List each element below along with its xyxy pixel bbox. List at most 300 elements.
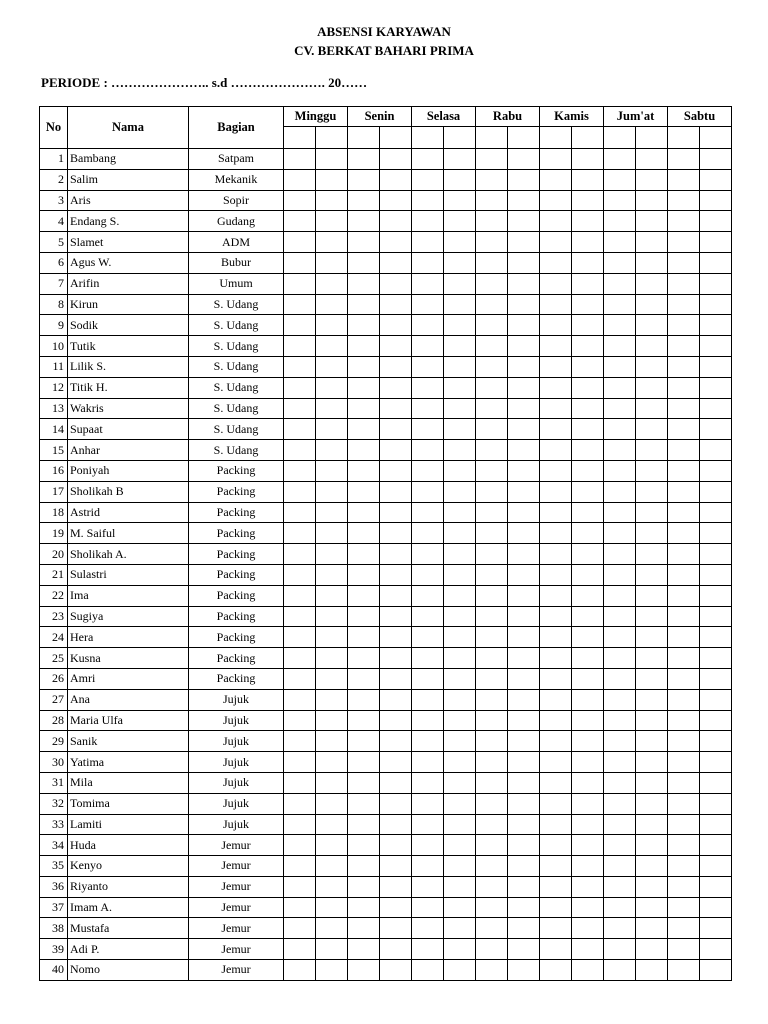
attendance-cell[interactable] — [284, 689, 316, 710]
attendance-cell[interactable] — [604, 481, 636, 502]
attendance-cell[interactable] — [508, 398, 540, 419]
attendance-cell[interactable] — [444, 460, 476, 481]
attendance-cell[interactable] — [348, 190, 380, 211]
attendance-cell[interactable] — [284, 336, 316, 357]
attendance-cell[interactable] — [700, 502, 732, 523]
attendance-cell[interactable] — [572, 502, 604, 523]
attendance-cell[interactable] — [508, 564, 540, 585]
attendance-cell[interactable] — [380, 544, 412, 565]
attendance-cell[interactable] — [668, 544, 700, 565]
attendance-cell[interactable] — [668, 419, 700, 440]
attendance-cell[interactable] — [508, 190, 540, 211]
attendance-cell[interactable] — [572, 398, 604, 419]
attendance-cell[interactable] — [700, 211, 732, 232]
day-subcell[interactable] — [412, 127, 444, 149]
attendance-cell[interactable] — [412, 876, 444, 897]
attendance-cell[interactable] — [412, 689, 444, 710]
attendance-cell[interactable] — [348, 772, 380, 793]
attendance-cell[interactable] — [348, 211, 380, 232]
attendance-cell[interactable] — [508, 585, 540, 606]
attendance-cell[interactable] — [348, 606, 380, 627]
attendance-cell[interactable] — [572, 460, 604, 481]
attendance-cell[interactable] — [668, 648, 700, 669]
attendance-cell[interactable] — [604, 377, 636, 398]
attendance-cell[interactable] — [604, 585, 636, 606]
attendance-cell[interactable] — [540, 502, 572, 523]
attendance-cell[interactable] — [316, 190, 348, 211]
attendance-cell[interactable] — [476, 856, 508, 877]
attendance-cell[interactable] — [348, 793, 380, 814]
attendance-cell[interactable] — [444, 918, 476, 939]
attendance-cell[interactable] — [316, 294, 348, 315]
attendance-cell[interactable] — [284, 398, 316, 419]
attendance-cell[interactable] — [540, 523, 572, 544]
attendance-cell[interactable] — [668, 232, 700, 253]
attendance-cell[interactable] — [540, 398, 572, 419]
attendance-cell[interactable] — [572, 169, 604, 190]
attendance-cell[interactable] — [636, 190, 668, 211]
day-subcell[interactable] — [476, 127, 508, 149]
attendance-cell[interactable] — [572, 897, 604, 918]
attendance-cell[interactable] — [412, 752, 444, 773]
attendance-cell[interactable] — [412, 918, 444, 939]
attendance-cell[interactable] — [668, 939, 700, 960]
attendance-cell[interactable] — [284, 648, 316, 669]
attendance-cell[interactable] — [700, 814, 732, 835]
attendance-cell[interactable] — [444, 315, 476, 336]
attendance-cell[interactable] — [700, 648, 732, 669]
attendance-cell[interactable] — [668, 440, 700, 461]
attendance-cell[interactable] — [508, 481, 540, 502]
attendance-cell[interactable] — [380, 876, 412, 897]
attendance-cell[interactable] — [668, 523, 700, 544]
attendance-cell[interactable] — [604, 315, 636, 336]
attendance-cell[interactable] — [380, 960, 412, 981]
attendance-cell[interactable] — [572, 544, 604, 565]
attendance-cell[interactable] — [380, 772, 412, 793]
attendance-cell[interactable] — [540, 315, 572, 336]
attendance-cell[interactable] — [380, 710, 412, 731]
attendance-cell[interactable] — [476, 814, 508, 835]
attendance-cell[interactable] — [380, 585, 412, 606]
attendance-cell[interactable] — [668, 606, 700, 627]
attendance-cell[interactable] — [508, 232, 540, 253]
attendance-cell[interactable] — [540, 460, 572, 481]
attendance-cell[interactable] — [604, 772, 636, 793]
attendance-cell[interactable] — [668, 752, 700, 773]
attendance-cell[interactable] — [412, 315, 444, 336]
attendance-cell[interactable] — [476, 939, 508, 960]
attendance-cell[interactable] — [412, 398, 444, 419]
attendance-cell[interactable] — [508, 793, 540, 814]
attendance-cell[interactable] — [668, 273, 700, 294]
attendance-cell[interactable] — [316, 356, 348, 377]
attendance-cell[interactable] — [284, 294, 316, 315]
attendance-cell[interactable] — [348, 232, 380, 253]
attendance-cell[interactable] — [572, 315, 604, 336]
attendance-cell[interactable] — [316, 336, 348, 357]
attendance-cell[interactable] — [380, 897, 412, 918]
attendance-cell[interactable] — [348, 835, 380, 856]
attendance-cell[interactable] — [412, 897, 444, 918]
attendance-cell[interactable] — [444, 523, 476, 544]
attendance-cell[interactable] — [348, 960, 380, 981]
attendance-cell[interactable] — [508, 814, 540, 835]
attendance-cell[interactable] — [572, 627, 604, 648]
attendance-cell[interactable] — [444, 814, 476, 835]
attendance-cell[interactable] — [284, 939, 316, 960]
attendance-cell[interactable] — [380, 336, 412, 357]
attendance-cell[interactable] — [540, 731, 572, 752]
attendance-cell[interactable] — [604, 856, 636, 877]
attendance-cell[interactable] — [444, 211, 476, 232]
attendance-cell[interactable] — [316, 772, 348, 793]
attendance-cell[interactable] — [316, 564, 348, 585]
attendance-cell[interactable] — [284, 149, 316, 170]
attendance-cell[interactable] — [604, 648, 636, 669]
attendance-cell[interactable] — [284, 356, 316, 377]
attendance-cell[interactable] — [700, 835, 732, 856]
attendance-cell[interactable] — [348, 502, 380, 523]
attendance-cell[interactable] — [604, 523, 636, 544]
attendance-cell[interactable] — [348, 544, 380, 565]
day-subcell[interactable] — [284, 127, 316, 149]
attendance-cell[interactable] — [476, 149, 508, 170]
attendance-cell[interactable] — [444, 149, 476, 170]
attendance-cell[interactable] — [316, 232, 348, 253]
attendance-cell[interactable] — [316, 419, 348, 440]
attendance-cell[interactable] — [572, 668, 604, 689]
attendance-cell[interactable] — [700, 960, 732, 981]
attendance-cell[interactable] — [476, 668, 508, 689]
attendance-cell[interactable] — [604, 460, 636, 481]
attendance-cell[interactable] — [540, 544, 572, 565]
attendance-cell[interactable] — [412, 502, 444, 523]
attendance-cell[interactable] — [604, 502, 636, 523]
attendance-cell[interactable] — [444, 856, 476, 877]
attendance-cell[interactable] — [636, 897, 668, 918]
attendance-cell[interactable] — [604, 232, 636, 253]
attendance-cell[interactable] — [604, 273, 636, 294]
attendance-cell[interactable] — [540, 772, 572, 793]
attendance-cell[interactable] — [380, 814, 412, 835]
attendance-cell[interactable] — [636, 564, 668, 585]
attendance-cell[interactable] — [572, 523, 604, 544]
attendance-cell[interactable] — [444, 398, 476, 419]
attendance-cell[interactable] — [668, 897, 700, 918]
attendance-cell[interactable] — [284, 252, 316, 273]
attendance-cell[interactable] — [572, 814, 604, 835]
attendance-cell[interactable] — [668, 315, 700, 336]
attendance-cell[interactable] — [444, 273, 476, 294]
attendance-cell[interactable] — [508, 752, 540, 773]
attendance-cell[interactable] — [700, 149, 732, 170]
attendance-cell[interactable] — [668, 564, 700, 585]
attendance-cell[interactable] — [636, 336, 668, 357]
attendance-cell[interactable] — [348, 149, 380, 170]
attendance-cell[interactable] — [604, 564, 636, 585]
attendance-cell[interactable] — [540, 211, 572, 232]
attendance-cell[interactable] — [604, 960, 636, 981]
attendance-cell[interactable] — [700, 440, 732, 461]
attendance-cell[interactable] — [540, 273, 572, 294]
attendance-cell[interactable] — [380, 481, 412, 502]
attendance-cell[interactable] — [604, 793, 636, 814]
attendance-cell[interactable] — [700, 606, 732, 627]
attendance-cell[interactable] — [540, 689, 572, 710]
attendance-cell[interactable] — [636, 232, 668, 253]
attendance-cell[interactable] — [636, 544, 668, 565]
attendance-cell[interactable] — [380, 689, 412, 710]
attendance-cell[interactable] — [540, 668, 572, 689]
attendance-cell[interactable] — [348, 752, 380, 773]
attendance-cell[interactable] — [700, 772, 732, 793]
attendance-cell[interactable] — [572, 918, 604, 939]
attendance-cell[interactable] — [700, 419, 732, 440]
attendance-cell[interactable] — [636, 960, 668, 981]
attendance-cell[interactable] — [444, 606, 476, 627]
attendance-cell[interactable] — [668, 252, 700, 273]
attendance-cell[interactable] — [444, 689, 476, 710]
attendance-cell[interactable] — [508, 939, 540, 960]
attendance-cell[interactable] — [604, 876, 636, 897]
attendance-cell[interactable] — [444, 377, 476, 398]
attendance-cell[interactable] — [540, 710, 572, 731]
attendance-cell[interactable] — [348, 315, 380, 336]
attendance-cell[interactable] — [348, 273, 380, 294]
attendance-cell[interactable] — [316, 544, 348, 565]
attendance-cell[interactable] — [668, 876, 700, 897]
attendance-cell[interactable] — [700, 190, 732, 211]
attendance-cell[interactable] — [476, 876, 508, 897]
attendance-cell[interactable] — [284, 814, 316, 835]
attendance-cell[interactable] — [700, 377, 732, 398]
attendance-cell[interactable] — [284, 419, 316, 440]
attendance-cell[interactable] — [444, 419, 476, 440]
attendance-cell[interactable] — [572, 835, 604, 856]
attendance-cell[interactable] — [444, 564, 476, 585]
attendance-cell[interactable] — [636, 627, 668, 648]
attendance-cell[interactable] — [636, 710, 668, 731]
attendance-cell[interactable] — [572, 731, 604, 752]
attendance-cell[interactable] — [700, 668, 732, 689]
attendance-cell[interactable] — [380, 356, 412, 377]
attendance-cell[interactable] — [412, 523, 444, 544]
attendance-cell[interactable] — [700, 876, 732, 897]
attendance-cell[interactable] — [476, 356, 508, 377]
attendance-cell[interactable] — [316, 252, 348, 273]
attendance-cell[interactable] — [284, 544, 316, 565]
attendance-cell[interactable] — [444, 585, 476, 606]
attendance-cell[interactable] — [508, 149, 540, 170]
attendance-cell[interactable] — [444, 731, 476, 752]
attendance-cell[interactable] — [700, 793, 732, 814]
attendance-cell[interactable] — [380, 648, 412, 669]
attendance-cell[interactable] — [572, 190, 604, 211]
attendance-cell[interactable] — [316, 897, 348, 918]
attendance-cell[interactable] — [348, 814, 380, 835]
attendance-cell[interactable] — [476, 481, 508, 502]
attendance-cell[interactable] — [540, 897, 572, 918]
attendance-cell[interactable] — [668, 918, 700, 939]
attendance-cell[interactable] — [508, 502, 540, 523]
attendance-cell[interactable] — [636, 918, 668, 939]
attendance-cell[interactable] — [316, 377, 348, 398]
attendance-cell[interactable] — [476, 772, 508, 793]
attendance-cell[interactable] — [508, 856, 540, 877]
attendance-cell[interactable] — [316, 523, 348, 544]
attendance-cell[interactable] — [572, 377, 604, 398]
attendance-cell[interactable] — [444, 752, 476, 773]
attendance-cell[interactable] — [316, 752, 348, 773]
attendance-cell[interactable] — [476, 627, 508, 648]
attendance-cell[interactable] — [636, 419, 668, 440]
attendance-cell[interactable] — [540, 939, 572, 960]
attendance-cell[interactable] — [572, 356, 604, 377]
attendance-cell[interactable] — [700, 544, 732, 565]
attendance-cell[interactable] — [572, 856, 604, 877]
attendance-cell[interactable] — [604, 835, 636, 856]
attendance-cell[interactable] — [412, 377, 444, 398]
attendance-cell[interactable] — [572, 772, 604, 793]
attendance-cell[interactable] — [508, 731, 540, 752]
attendance-cell[interactable] — [668, 689, 700, 710]
attendance-cell[interactable] — [668, 377, 700, 398]
attendance-cell[interactable] — [508, 294, 540, 315]
attendance-cell[interactable] — [540, 336, 572, 357]
attendance-cell[interactable] — [412, 960, 444, 981]
attendance-cell[interactable] — [284, 460, 316, 481]
attendance-cell[interactable] — [540, 419, 572, 440]
attendance-cell[interactable] — [540, 440, 572, 461]
attendance-cell[interactable] — [508, 835, 540, 856]
attendance-cell[interactable] — [316, 398, 348, 419]
attendance-cell[interactable] — [316, 585, 348, 606]
attendance-cell[interactable] — [700, 939, 732, 960]
attendance-cell[interactable] — [348, 731, 380, 752]
attendance-cell[interactable] — [636, 856, 668, 877]
attendance-cell[interactable] — [540, 752, 572, 773]
attendance-cell[interactable] — [636, 689, 668, 710]
attendance-cell[interactable] — [316, 710, 348, 731]
attendance-cell[interactable] — [668, 835, 700, 856]
attendance-cell[interactable] — [316, 689, 348, 710]
attendance-cell[interactable] — [284, 440, 316, 461]
attendance-cell[interactable] — [636, 211, 668, 232]
attendance-cell[interactable] — [508, 627, 540, 648]
attendance-cell[interactable] — [476, 169, 508, 190]
attendance-cell[interactable] — [316, 856, 348, 877]
attendance-cell[interactable] — [348, 523, 380, 544]
attendance-cell[interactable] — [284, 211, 316, 232]
attendance-cell[interactable] — [476, 606, 508, 627]
attendance-cell[interactable] — [700, 356, 732, 377]
attendance-cell[interactable] — [444, 939, 476, 960]
attendance-cell[interactable] — [668, 856, 700, 877]
attendance-cell[interactable] — [604, 419, 636, 440]
attendance-cell[interactable] — [348, 169, 380, 190]
attendance-cell[interactable] — [508, 336, 540, 357]
attendance-cell[interactable] — [380, 460, 412, 481]
attendance-cell[interactable] — [380, 793, 412, 814]
attendance-cell[interactable] — [380, 668, 412, 689]
attendance-cell[interactable] — [636, 606, 668, 627]
attendance-cell[interactable] — [444, 440, 476, 461]
attendance-cell[interactable] — [316, 918, 348, 939]
attendance-cell[interactable] — [380, 627, 412, 648]
attendance-cell[interactable] — [284, 918, 316, 939]
attendance-cell[interactable] — [700, 585, 732, 606]
attendance-cell[interactable] — [604, 149, 636, 170]
attendance-cell[interactable] — [540, 648, 572, 669]
attendance-cell[interactable] — [540, 169, 572, 190]
attendance-cell[interactable] — [444, 232, 476, 253]
attendance-cell[interactable] — [316, 793, 348, 814]
attendance-cell[interactable] — [540, 149, 572, 170]
attendance-cell[interactable] — [508, 211, 540, 232]
attendance-cell[interactable] — [668, 190, 700, 211]
attendance-cell[interactable] — [316, 627, 348, 648]
attendance-cell[interactable] — [412, 356, 444, 377]
attendance-cell[interactable] — [604, 606, 636, 627]
attendance-cell[interactable] — [572, 876, 604, 897]
attendance-cell[interactable] — [348, 419, 380, 440]
attendance-cell[interactable] — [284, 523, 316, 544]
attendance-cell[interactable] — [316, 876, 348, 897]
attendance-cell[interactable] — [700, 398, 732, 419]
attendance-cell[interactable] — [604, 398, 636, 419]
attendance-cell[interactable] — [412, 814, 444, 835]
attendance-cell[interactable] — [284, 793, 316, 814]
attendance-cell[interactable] — [540, 876, 572, 897]
attendance-cell[interactable] — [476, 211, 508, 232]
attendance-cell[interactable] — [476, 544, 508, 565]
attendance-cell[interactable] — [444, 668, 476, 689]
attendance-cell[interactable] — [348, 710, 380, 731]
attendance-cell[interactable] — [444, 252, 476, 273]
attendance-cell[interactable] — [636, 668, 668, 689]
attendance-cell[interactable] — [284, 897, 316, 918]
attendance-cell[interactable] — [348, 294, 380, 315]
attendance-cell[interactable] — [540, 252, 572, 273]
attendance-cell[interactable] — [284, 585, 316, 606]
attendance-cell[interactable] — [444, 544, 476, 565]
attendance-cell[interactable] — [380, 856, 412, 877]
attendance-cell[interactable] — [572, 752, 604, 773]
attendance-cell[interactable] — [604, 627, 636, 648]
attendance-cell[interactable] — [700, 523, 732, 544]
attendance-cell[interactable] — [284, 564, 316, 585]
attendance-cell[interactable] — [444, 648, 476, 669]
attendance-cell[interactable] — [380, 252, 412, 273]
attendance-cell[interactable] — [508, 460, 540, 481]
attendance-cell[interactable] — [572, 232, 604, 253]
attendance-cell[interactable] — [476, 731, 508, 752]
attendance-cell[interactable] — [700, 897, 732, 918]
attendance-cell[interactable] — [348, 648, 380, 669]
attendance-cell[interactable] — [284, 606, 316, 627]
attendance-cell[interactable] — [444, 897, 476, 918]
attendance-cell[interactable] — [476, 398, 508, 419]
attendance-cell[interactable] — [636, 440, 668, 461]
attendance-cell[interactable] — [508, 648, 540, 669]
attendance-cell[interactable] — [380, 731, 412, 752]
attendance-cell[interactable] — [604, 689, 636, 710]
attendance-cell[interactable] — [412, 440, 444, 461]
attendance-cell[interactable] — [508, 252, 540, 273]
attendance-cell[interactable] — [444, 190, 476, 211]
attendance-cell[interactable] — [508, 315, 540, 336]
